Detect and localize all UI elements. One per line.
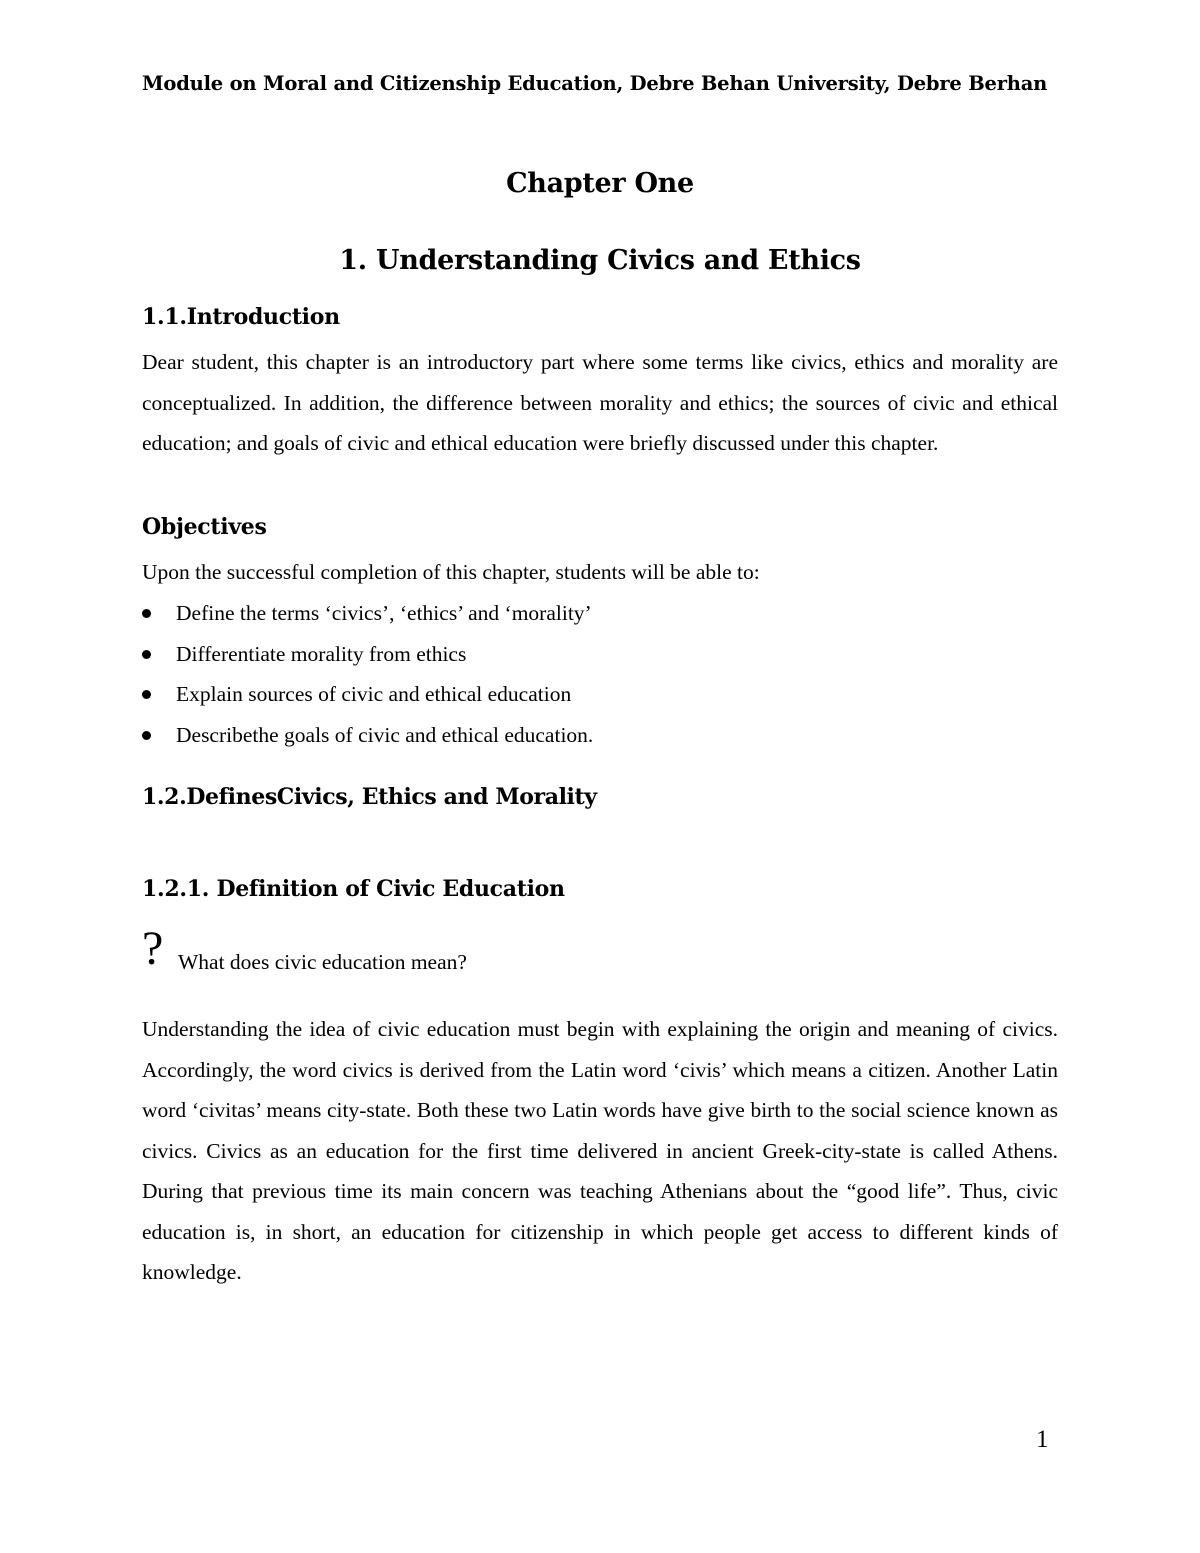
question-mark-icon: ? xyxy=(142,922,164,975)
bullet-icon xyxy=(142,650,151,659)
section-title: 1. Understanding Civics and Ethics xyxy=(339,245,861,276)
introduction-heading: 1.1.Introduction xyxy=(142,304,340,330)
objective-text: Explain sources of civic and ethical education xyxy=(176,682,572,706)
bullet-icon xyxy=(142,609,151,618)
objective-item xyxy=(142,634,593,675)
page-number: 1 xyxy=(1036,1426,1049,1453)
civic-definition-heading: 1.2.1. Definition of Civic Education xyxy=(142,876,565,902)
question-text: What does civic education mean? xyxy=(178,950,467,974)
objectives-intro: Upon the successful completion of this chapter, students will be able to: xyxy=(142,560,760,584)
objective-text: Describethe goals of civic and ethical education. xyxy=(176,722,594,747)
bullet-icon xyxy=(142,731,151,740)
objective-item xyxy=(142,593,593,634)
objectives-list xyxy=(142,593,593,755)
objective-text: Define the terms ‘civics’, ‘ethics’ and ‘morality’ xyxy=(176,601,592,625)
introduction-paragraph: Dear student, this chapter is an introductory part where some terms like civics, ethics and morality are conceptualized. In addition, the difference between morality and ethics; the sources of civic and ethical education; and goals of civic and ethical education were briefly discussed under this chapter. xyxy=(142,350,1058,455)
running-header: Module on Moral and Citizenship Education, Debre Behan University, Debre Berhan xyxy=(142,72,1048,95)
objective-item xyxy=(142,715,593,756)
civic-definition-paragraph: Understanding the idea of civic education must begin with explaining the origin and meaning of civics. Accordingly, the word civics is derived from the Latin word ‘civis’ which means a citizen. Another Latin word ‘civitas’ means city-state. Both these two Latin words have give birth to the social science known as civics. Civics as an education for the first time delivered in ancient Greek-city-state is called Athens. During that previous time its main concern was teaching Athenians about the “good life”. Thus, civic education is, in short, an education for citizenship in which people get access to different kinds of knowledge. xyxy=(142,1017,1058,1284)
bullet-icon xyxy=(142,690,151,699)
objective-text: Differentiate morality from ethics xyxy=(176,641,467,666)
chapter-title: Chapter One xyxy=(506,168,694,199)
objectives-heading: Objectives xyxy=(142,514,267,540)
objective-item xyxy=(142,674,593,715)
defines-heading: 1.2.DefinesCivics, Ethics and Morality xyxy=(142,784,597,810)
